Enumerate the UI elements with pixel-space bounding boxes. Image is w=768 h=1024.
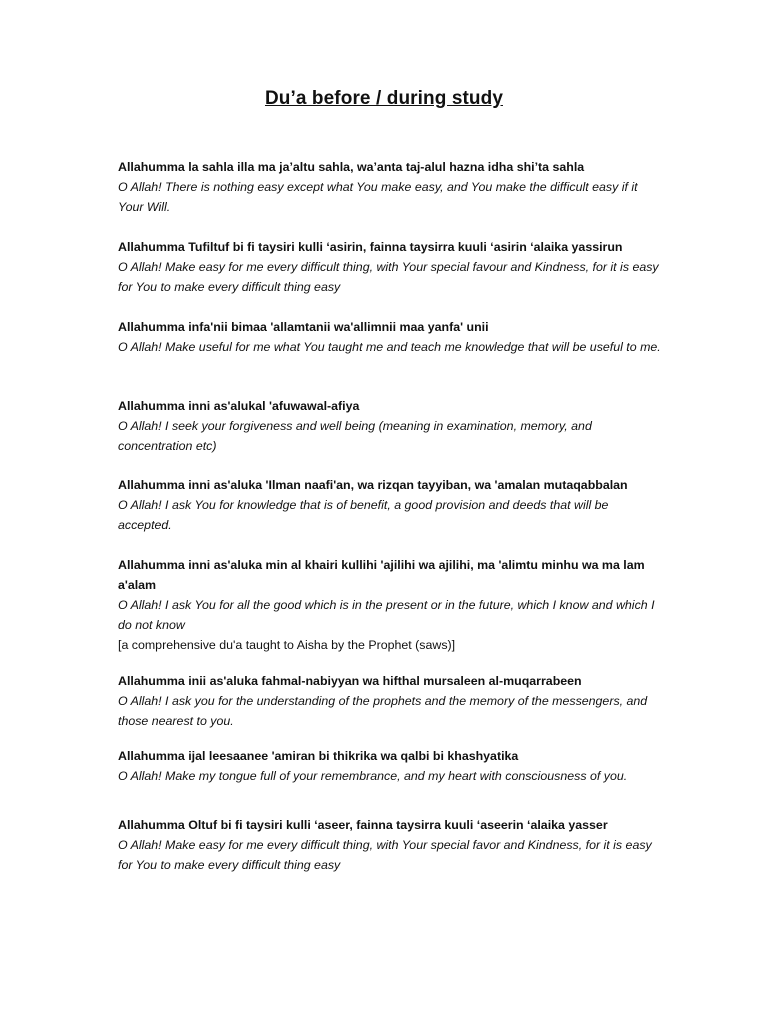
dua-entry-2 <box>118 237 663 297</box>
dua-transliteration: Allahumma Tufiltuf bi fi taysiri kulli ‘asirin, fainna taysirra kuuli ‘asirin ‘alaika yassirun <box>118 240 623 254</box>
dua-entry-5 <box>118 475 663 535</box>
dua-transliteration: Allahumma ijal leesaanee 'amiran bi thikrika wa qalbi bi khashyatika <box>118 749 519 763</box>
page-title: Du’a before / during study <box>264 88 503 109</box>
dua-transliteration: Allahumma inni as'alukal 'afuwawal-afiya <box>118 399 360 413</box>
dua-meaning: O Allah! I ask you for the understanding of the prophets and the memory of the messengers, and those nearest to you. <box>118 694 648 728</box>
dua-transliteration: Allahumma inni as'aluka min al khairi kullihi 'ajilihi wa ajilihi, ma 'alimtu minhu wa ma lam a'alam <box>118 558 645 592</box>
dua-meaning: O Allah! There is nothing easy except what You make easy, and You make the difficult easy if it Your Will. <box>118 180 638 214</box>
dua-entry-3 <box>118 317 663 357</box>
dua-transliteration: Allahumma inni as'aluka 'Ilman naafi'an, wa rizqan tayyiban, wa 'amalan mutaqabbalan <box>118 478 628 492</box>
dua-entry-8 <box>118 746 663 786</box>
dua-meaning: O Allah! Make easy for me every difficult thing, with Your special favour and Kindness, for it is easy for You to make every difficult thing easy <box>118 260 659 294</box>
dua-meaning: O Allah! Make my tongue full of your remembrance, and my heart with consciousness of you. <box>118 769 628 783</box>
dua-meaning: O Allah! Make useful for me what You taught me and teach me knowledge that will be useful to me. <box>118 340 661 354</box>
dua-entry-4 <box>118 396 663 456</box>
dua-meaning: O Allah! Make easy for me every difficult thing, with Your special favor and Kindness, for it is easy for You to make every difficult thing easy <box>118 838 652 872</box>
dua-entry-7 <box>118 671 663 731</box>
dua-meaning: O Allah! I seek your forgiveness and well being (meaning in examination, memory, and concentration etc) <box>118 419 592 453</box>
dua-entry-9 <box>118 815 663 875</box>
dua-entry-1 <box>118 157 663 217</box>
dua-transliteration: Allahumma Oltuf bi fi taysiri kulli ‘aseer, fainna taysirra kuuli ‘aseerin ‘alaika yasser <box>118 818 608 832</box>
dua-meaning: O Allah! I ask You for all the good which is in the present or in the future, which I know and which I do not know <box>118 598 655 632</box>
dua-transliteration: Allahumma infa'nii bimaa 'allamtanii wa'allimnii maa yanfa' unii <box>118 320 489 334</box>
dua-entry-6 <box>118 555 663 655</box>
dua-transliteration: Allahumma la sahla illa ma ja’altu sahla, wa’anta taj-alul hazna idha shi’ta sahla <box>118 160 585 174</box>
dua-transliteration: Allahumma inii as'aluka fahmal-nabiyyan wa hifthal mursaleen al-muqarrabeen <box>118 674 582 688</box>
dua-note: [a comprehensive du'a taught to Aisha by the Prophet (saws)] <box>118 638 456 652</box>
dua-meaning: O Allah! I ask You for knowledge that is of benefit, a good provision and deeds that will be accepted. <box>118 498 609 532</box>
